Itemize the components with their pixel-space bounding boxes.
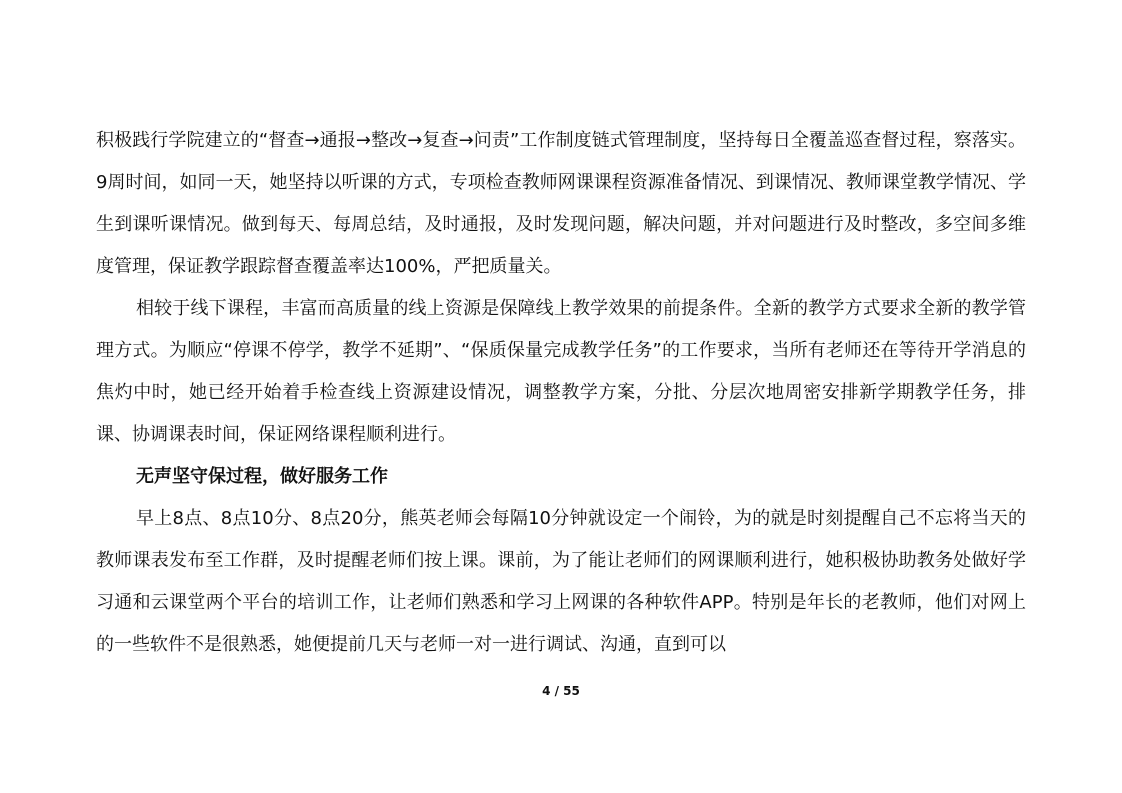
document-body <box>96 120 1026 666</box>
body-paragraph-1: 积极践行学院建立的“督查→通报→整改→复查→问责”工作制度链式管理制度，坚持每日全覆盖巡查督过程，察落实。9周时间，如同一天，她坚持以听课的方式，专项检查教师网课课程资源准备情况、到课情况、教师课堂教学情况、学生到课听课情况。做到每天、每周总结，及时通报，及时发现问题，解决问题，并对问题进行及时整改，多空间多维度管理，保证教学跟踪督查覆盖率达100%，严把质量关。 <box>96 130 1026 277</box>
body-paragraph-2: 相较于线下课程，丰富而高质量的线上资源是保障线上教学效果的前提条件。全新的教学方式要求全新的教学管理方式。为顺应“停课不停学，教学不延期”、“保质保量完成教学任务”的工作要求，当所有老师还在等待开学消息的焦灼中时，她已经开始着手检查线上资源建设情况，调整教学方案，分批、分层次地周密安排新学期教学任务，排课、协调课表时间，保证网络课程顺利进行。 <box>96 298 1026 445</box>
body-paragraph-3: 早上8点、8点10分、8点20分，熊英老师会每隔10分钟就设定一个闹铃，为的就是时刻提醒自己不忘将当天的教师课表发布至工作群，及时提醒老师们按上课。课前，为了能让老师们的网课顺利进行，她积极协助教务处做好学习通和云课堂两个平台的培训工作，让老师们熟悉和学习上网课的各种软件APP。特别是年长的老教师，他们对网上的一些软件不是很熟悉，她便提前几天与老师一对一进行调试、沟通，直到可以 <box>96 508 1026 655</box>
page-number: 4 / 55 <box>542 684 580 698</box>
section-heading: 无声坚守保过程，做好服务工作 <box>136 466 388 487</box>
